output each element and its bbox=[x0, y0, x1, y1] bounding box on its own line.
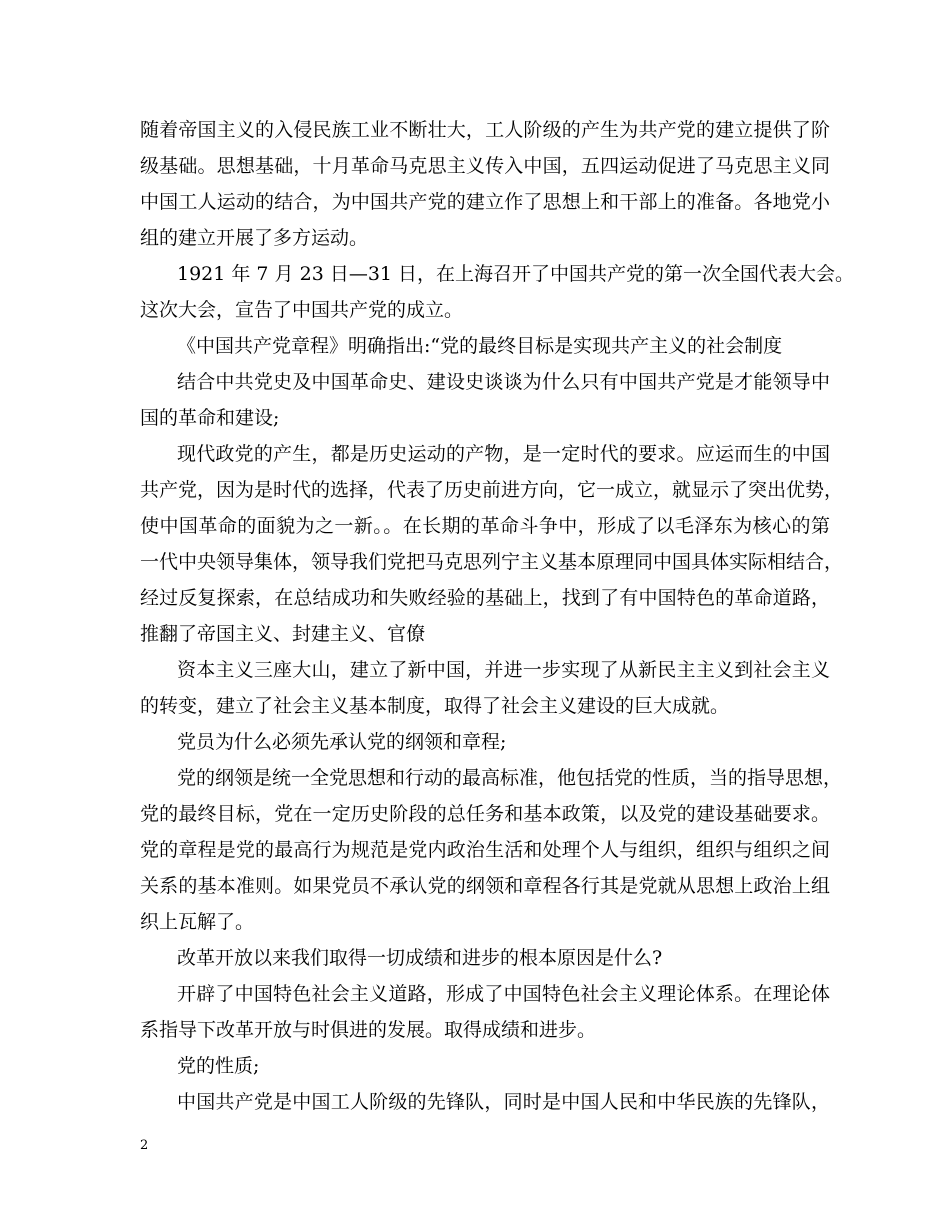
text-line: 党的章程是党的最高行为规范是党内政治生活和处理个人与组织，组织与组织之间 bbox=[140, 839, 830, 861]
text-line: 随着帝国主义的入侵民族工业不断壮大，工人阶级的产生为共产党的建立提供了阶 bbox=[140, 119, 830, 141]
page-number: 2 bbox=[140, 1138, 149, 1153]
text-line: 现代政党的产生，都是历史运动的产物，是一定时代的要求。应运而生的中国 bbox=[177, 443, 830, 465]
text-line: 经过反复探索，在总结成功和失败经验的基础上，找到了有中国特色的革命道路， bbox=[140, 587, 830, 609]
text-line: 结合中共党史及中国革命史、建设史谈谈为什么只有中国共产党是才能领导中 bbox=[177, 371, 830, 393]
text-line: 开辟了中国特色社会主义道路，形成了中国特色社会主义理论体系。在理论体 bbox=[177, 983, 830, 1005]
text-line: 共产党，因为是时代的选择，代表了历史前进方向，它一成立，就显示了突出优势， bbox=[140, 479, 844, 501]
text-line: 党员为什么必须先承认党的纲领和章程; bbox=[177, 731, 507, 753]
text-line: 一代中央领导集体，领导我们党把马克思列宁主义基本原理同中国具体实际相结合， bbox=[140, 551, 844, 573]
text-line: 关系的基本准则。如果党员不承认党的纲领和章程各行其是党就从思想上政治上组 bbox=[140, 875, 830, 897]
text-line: 党的纲领是统一全党思想和行动的最高标准，他包括党的性质，当的指导思想， bbox=[177, 767, 843, 789]
text-line: 中国共产党是中国工人阶级的先锋队，同时是中国人民和中华民族的先锋队， bbox=[177, 1091, 830, 1113]
text-line: 党的性质; bbox=[177, 1055, 260, 1077]
text-line: 资本主义三座大山，建立了新中国，并进一步实现了从新民主主义到社会主义 bbox=[177, 659, 830, 681]
text-line: 中国工人运动的结合，为中国共产党的建立作了思想上和干部上的准备。各地党小 bbox=[140, 191, 830, 213]
text-line: 这次大会，宣告了中国共产党的成立。 bbox=[140, 299, 464, 321]
text-line: 国的革命和建设; bbox=[140, 407, 280, 429]
text-line: 1921 年 7 月 23 日—31 日，在上海召开了中国共产党的第一次全国代表大会。 bbox=[177, 263, 855, 285]
text-line: 级基础。思想基础，十月革命马克思主义传入中国，五四运动促进了马克思主义同 bbox=[140, 155, 830, 177]
text-line: 系指导下改革开放与时俱进的发展。取得成绩和进步。 bbox=[140, 1019, 597, 1041]
text-line: 推翻了帝国主义、封建主义、官僚 bbox=[140, 623, 426, 645]
body-text bbox=[140, 112, 855, 1120]
text-line: 使中国革命的面貌为之一新。。在长期的革命斗争中，形成了以毛泽东为核心的第 bbox=[140, 515, 830, 537]
text-line: 组的建立开展了多方运动。 bbox=[140, 227, 369, 249]
text-line: 织上瓦解了。 bbox=[140, 911, 255, 933]
text-line: 党的最终目标，党在一定历史阶段的总任务和基本政策，以及党的建设基础要求。 bbox=[140, 803, 830, 825]
text-line: 改革开放以来我们取得一切成绩和进步的根本原因是什么? bbox=[177, 947, 663, 969]
text-line: 《中国共产党章程》明确指出:“党的最终目标是实现共产主义的社会制度 bbox=[177, 335, 783, 357]
text-line: 的转变，建立了社会主义基本制度，取得了社会主义建设的巨大成就。 bbox=[140, 695, 730, 717]
